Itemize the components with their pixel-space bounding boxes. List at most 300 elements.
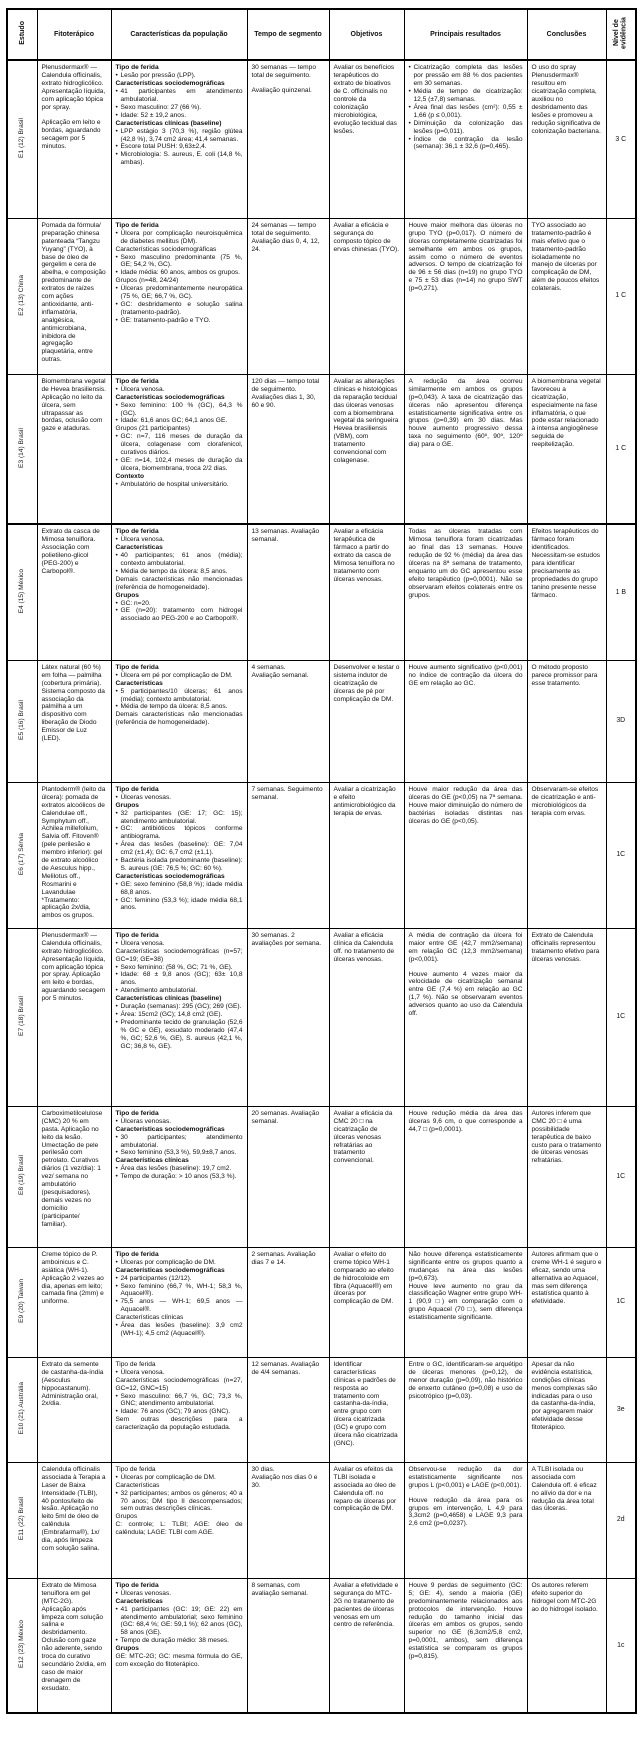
bullet-text: Úlcera venosa. (120, 536, 165, 544)
cell-nivel (606, 524, 636, 660)
paragraph: Características clínicas (115, 1314, 184, 1322)
paragraph: Aplicação 2 vezes ao dia, apenas em leito; camada fina (2mm) e uniforme. (41, 1274, 104, 1306)
cell-conclusoes (527, 218, 606, 374)
bullet-text: GE: sexo feminino (58,8 %); idade média 68,8 anos. (120, 880, 243, 896)
subheading: Grupos (115, 801, 139, 809)
cell-caracteristicas (111, 660, 247, 782)
bullet-text: GC: n=7, 116 meses de duração da úlcera, colagenase com clorafenicol, curativos diários. (120, 433, 243, 457)
header-tempo-segmento: Tempo de segmento (247, 9, 329, 60)
bullet-text: Úlceras venosas. (120, 1117, 172, 1125)
bullet-marker: • (115, 1322, 118, 1330)
cell-caracteristicas (111, 782, 247, 928)
evidence-level: 1 C (615, 445, 627, 452)
paragraph: Todas as úlceras tratadas com Mimosa tenuiflora foram cicatrizadas ao final das 13 semanas. Houve redução de 92 % (média) da área das úlceras na 8ª semana de tratamento, enquanto um do GC apresentou esse efeito terapêutico (p=0,0001). Não se observaram efeitos colaterais entre os grupos. (408, 528, 523, 599)
subheading: Grupos (115, 591, 139, 599)
evidence-level: 1 B (615, 588, 626, 596)
bullet-marker: • (115, 401, 118, 409)
bullet-item (116, 1259, 243, 1267)
study-id: E1 (12) Brasil (18, 118, 26, 159)
paragraph: Avaliar a cicatrização e efeito antimicrobiológico da terapia de ervas. (333, 785, 396, 817)
paragraph: 2 semanas. Avaliação dias 7 e 14. (251, 1250, 316, 1266)
bullet-marker: • (115, 793, 118, 801)
subheading: Características sociodemográficas (115, 80, 225, 88)
study-id: E4 (15) México (18, 569, 26, 614)
cell-fitoterapico (37, 1106, 111, 1247)
cell-caracteristicas (111, 928, 247, 1106)
paragraph: Características sociodemográficas (115, 245, 217, 253)
paragraph: Demais características não mencionadas (referência de homogeneidade). (115, 711, 243, 727)
bullet-marker: • (115, 1489, 118, 1497)
table-row (7, 1106, 636, 1247)
paragraph: 30 dias. (251, 1465, 275, 1473)
cell-estudo (7, 524, 37, 660)
bullet-item (116, 607, 243, 623)
table-row (7, 1357, 636, 1462)
cell-fitoterapico (37, 660, 111, 782)
bullet-text: Índice de contração da lesão (semana): 36,1 ± 32,6 (p=0,465). (413, 135, 523, 151)
paragraph: O método proposto parece promissor para esse tratamento. (531, 663, 598, 687)
bullet-item (116, 1149, 243, 1157)
bullet-text: Sexo feminino (66,7 %, WH-1; 58,3 %, Aquacel®). (120, 1282, 243, 1298)
subheading: Tipo de ferida (115, 663, 159, 671)
bullet-marker: • (115, 1298, 118, 1306)
bullet-marker: • (115, 963, 118, 971)
bullet-marker: • (115, 127, 118, 135)
subheading: Características sociodemográficas (115, 1125, 225, 1133)
bullet-marker: • (115, 269, 118, 277)
bullet-marker: • (115, 285, 118, 293)
cell-objetivos (329, 60, 404, 218)
bullet-marker: • (115, 1274, 118, 1282)
bullet-marker: • (115, 939, 118, 947)
evidence-level: 1 C (615, 292, 627, 300)
bullet-item (116, 1118, 243, 1126)
cell-estudo (7, 660, 37, 782)
header-resultados: Principais resultados (404, 9, 527, 60)
bullet-item (116, 881, 243, 897)
bullet-text: Predominante tecido de granulação (52,6 % GC e GE), exsudato moderado (47,4 %, GC; 52,6 %, GE), S. aureus (42,1 %, GC; 36,8 %, GE). (120, 1018, 243, 1050)
bullet-marker: • (115, 433, 118, 441)
bullet-item (116, 301, 243, 317)
bullet-text: Média de tempo de cicatrização: 12,5 (±7,8) semanas. (413, 88, 523, 104)
cell-caracteristicas (111, 60, 247, 218)
paragraph: Tipo de ferida (115, 1360, 156, 1368)
bullet-marker: • (115, 143, 118, 151)
cell-caracteristicas (111, 524, 247, 660)
bullet-marker: • (408, 119, 411, 127)
study-id: E8 (19) Brasil (18, 1155, 26, 1196)
paragraph: Biomembrana vegetal de Hevea brasiliensis. Aplicação no leito da úlcera, sem ultrapassar as bordas, oclusão com gaze e ataduras. (41, 377, 107, 433)
table-body (7, 60, 636, 1713)
cell-objetivos (329, 1106, 404, 1247)
cell-caracteristicas (111, 1247, 247, 1357)
cell-conclusoes (527, 1462, 606, 1578)
cell-resultados (404, 374, 527, 524)
cell-objetivos (329, 660, 404, 782)
paragraph: Autores inferem que CMC 20 □ é uma possibilidade terapêutica de baixo custo para o tratamento de úlceras venosas refratárias. (531, 1109, 602, 1165)
study-id: E12 (23) México (18, 1620, 26, 1669)
bullet-item (116, 964, 243, 972)
cell-conclusoes (527, 60, 606, 218)
bullet-marker: • (115, 1010, 118, 1018)
cell-nivel (606, 1106, 636, 1247)
paragraph: Autores afirmam que o creme WH-1 é seguro e eficaz, sendo uma alternativa ao Aquacel, mas sem diferença estatística quanto à efetividade. (531, 1250, 602, 1306)
paragraph: C: controle; L: TLBI; AGE: óleo de calêndula; LAGE: TLBI com AGE. (115, 1521, 243, 1537)
bullet-item (116, 810, 243, 826)
evidence-level: 1C (616, 851, 626, 859)
cell-conclusoes (527, 782, 606, 928)
paragraph: Avaliar o efeito do creme tópico WH-1 comparado ao efeito de hidrocoloide em fibra (Aquacel®) em úlceras por complicação de DM. (333, 1250, 394, 1306)
cell-tempo-segmento (247, 1357, 329, 1462)
paragraph: Avaliar a eficácia e segurança do composto tópico de ervas chinesas (TYO). (333, 221, 400, 253)
bullet-text: GC: desbridamento e solução salina (tratamento-padrão). (120, 300, 243, 316)
paragraph: Houve leve aumento no grau da classificação Wagner entre grupo WH-1 (90,9 □) em comparação com o grupo Aquacel (70 □), sem diferença estatisticamente significante. (408, 1282, 523, 1322)
bullet-item (116, 128, 243, 144)
bullet-text: Atendimento ambulatorial. (120, 987, 198, 995)
subheading: Tipo de ferida (115, 931, 159, 939)
paragraph: Características (115, 1481, 160, 1489)
paragraph: Aplicação em leito e bordas, aguardando secagem por 5 minutos. (41, 118, 101, 150)
paragraph: Não houve diferença estatisticamente significante entre os grupos quanto a mudanças na área das lesões (p=0,673). (408, 1250, 523, 1282)
header-caracteristicas: Características da população (111, 9, 247, 60)
bullet-marker: • (115, 671, 118, 679)
cell-nivel (606, 1247, 636, 1357)
bullet-item (409, 104, 523, 120)
cell-estudo (7, 1247, 37, 1357)
paragraph: Características sociodemográficas (n=57; GC=19; GE=38) (115, 947, 243, 963)
paragraph: Extrato da casca de Mimosa tenuiflora. Associação com polietileno-glicol (PEG-200) e Carbopol®. (41, 528, 100, 575)
subheading: Características sociodemográficas (115, 1266, 225, 1274)
bullet-item (116, 536, 243, 544)
bullet-item (116, 552, 243, 568)
bullet-item (116, 1590, 243, 1598)
paragraph: 13 semanas. Avaliação semanal. (251, 528, 320, 544)
study-id: E10 (21) Austrália (18, 1382, 26, 1435)
paragraph: Avaliar os benefícios terapêuticos do extrato de bioativos de C. officinalis no controle da colonização microbiológica, evolução tecidual das lesões. (333, 64, 397, 135)
subheading: Características clínicas (115, 1157, 189, 1165)
subheading: Características (115, 679, 163, 687)
bullet-marker: • (115, 1368, 118, 1376)
paragraph: Grupos (n=48, 24/24) (115, 277, 179, 285)
cell-estudo (7, 1106, 37, 1247)
subheading: Tipo de ferida (115, 377, 159, 385)
bullet-text: GE: n=14, 102,4 meses de duração da úlcera, biomembrana, troca 2/2 dias. (120, 456, 243, 472)
bullet-item (116, 386, 243, 394)
bullet-text: GE: tratamento-padrão e TYO. (120, 316, 211, 324)
bullet-item (409, 64, 523, 88)
cell-estudo (7, 1578, 37, 1713)
paragraph: O uso do spray Plenusdermax® resultou em cicatrização completa, auxiliou no desbridamento das lesões e promoveu a redução significativa de colonização bacteriana. (531, 64, 601, 135)
cell-nivel (606, 782, 636, 928)
bullet-marker: • (115, 896, 118, 904)
subheading: Características sociodemográficas (115, 872, 225, 880)
table-row (7, 218, 636, 374)
bullet-marker: • (115, 480, 118, 488)
paragraph: Identificar características clínicas e padrões de resposta ao tratamento com castanha-da-índia, entre grupo com úlcera cicatrizada (GC) e grupo com úlcera não cicatrizada (GNC). (333, 1360, 398, 1447)
paragraph: 30 semanas. 2 avaliações por semana. (251, 931, 322, 947)
bullet-marker: • (115, 72, 118, 80)
paragraph: Avaliar a eficácia da CMC 20 □ na cicatrização de úlceras venosas refratárias ao tratamento convencional. (333, 1109, 393, 1165)
bullet-item (116, 688, 243, 704)
bullet-text: GC: antibióticos tópicos conforme antibiograma. (120, 825, 243, 841)
bullet-text: Idade média: 60 anos, ambos os grupos. (120, 269, 240, 277)
cell-conclusoes (527, 1357, 606, 1462)
cell-objetivos (329, 1578, 404, 1713)
cell-objetivos (329, 1357, 404, 1462)
paragraph: Houve 9 perdas de seguimento (GC: 5; GE: 4), sendo a maioria (GE) predominantemente relacionados aos protocolos de intervenção. Houve redução do tamanho inicial das úlceras em ambos os grupos, sendo superior no GE (6,3cm2/5,8 cm2, p=0,0001, ambos), sem diferença estatística se comparam os grupos (p=0,815). (408, 1581, 523, 1661)
cell-conclusoes (527, 524, 606, 660)
paragraph: Avaliar os efeitos da TLBI isolada e associada ao óleo de Calendula off. no reparo de úlceras por complicação de DM. (333, 1465, 397, 1513)
bullet-marker: • (115, 1173, 118, 1181)
bullet-text: 75,5 anos — WH-1; 69,5 anos — Aquacel®. (120, 1298, 243, 1314)
bullet-text: GE (n=20): tratamento com hidrogel associado ao PEG-200 e ao Carbopol®. (120, 607, 243, 623)
cell-estudo (7, 218, 37, 374)
bullet-marker: • (115, 253, 118, 261)
header-estudo: Estudo (7, 9, 37, 60)
bullet-item (116, 987, 243, 995)
cell-objetivos (329, 524, 404, 660)
table-row (7, 782, 636, 928)
cell-resultados (404, 1462, 527, 1578)
bullet-marker: • (115, 417, 118, 425)
cell-tempo-segmento (247, 928, 329, 1106)
cell-fitoterapico (37, 782, 111, 928)
bullet-text: Microbiologia: S. aureus, E. coli (14,8 %, ambas). (120, 151, 243, 167)
paragraph: Creme tópico de P. amboinicus e C. asiática (WH-1). (41, 1250, 98, 1274)
table-row (7, 60, 636, 218)
bullet-text: Diminuição da colonização das lesões (p=0,011). (413, 119, 523, 135)
bullet-item (116, 971, 243, 987)
cell-estudo (7, 782, 37, 928)
bullet-marker: • (115, 1149, 118, 1157)
bullet-marker: • (115, 607, 118, 615)
cell-tempo-segmento (247, 218, 329, 374)
paragraph: A TLBI isolada ou associada com Calendula off. é eficaz no alívio da dor e na redução da área total das úlceras. (531, 1465, 597, 1513)
subheading: Tipo de ferida (115, 1250, 159, 1258)
header-objetivos: Objetivos (329, 9, 404, 60)
bullet-marker: • (115, 88, 118, 96)
bullet-item (116, 457, 243, 473)
bullet-marker: • (115, 987, 118, 995)
bullet-item (116, 88, 243, 104)
paragraph: Carboximetilcelulose (CMC) 20 % em pasta. Aplicação no leito da lesão. Umectação de pele perilesão com petrolato. Curativos diários (1 vez/dia): 1 vez/ semana no ambulatório (pesquisadores), demais vezes no domicílio (participante/ familiar). (41, 1109, 103, 1228)
bullet-text: Área das lesões (baseline): 3,9 cm2 (WH-1); 4,5 cm2 (Aquacel®). (120, 1322, 243, 1337)
bullet-item (116, 317, 243, 325)
cell-conclusoes (527, 374, 606, 524)
paragraph: A média de contração da úlcera foi maior entre GE (42,7 mm2/semana) em relação GC (12,3 mm2/semana) (p<0,001). (408, 931, 523, 963)
paragraph: 7 semanas. Seguimento semanal. (251, 785, 323, 801)
bullet-text: Ambulatório de hospital universitário. (120, 480, 229, 488)
bullet-text: Sexo feminino: (58 %, GC; 71 %, GE). (120, 963, 233, 971)
header-row (7, 9, 636, 60)
cell-resultados (404, 928, 527, 1106)
bullet-marker: • (115, 229, 118, 237)
paragraph: GE: MTC-2G; GC: mesma fórmula do GE, com exceção do fitoterápico. (115, 1653, 243, 1668)
cell-tempo-segmento (247, 524, 329, 660)
bullet-marker: • (115, 1408, 118, 1416)
cell-resultados (404, 524, 527, 660)
cell-nivel (606, 1578, 636, 1713)
cell-objetivos (329, 1462, 404, 1578)
spacer (252, 80, 325, 87)
bullet-text: Úlcera por complicação neuroisquêmica de diabetes mellitus (DM). (120, 229, 243, 245)
bullet-item (116, 794, 243, 802)
bullet-item (116, 1606, 243, 1638)
cell-caracteristicas (111, 1462, 247, 1578)
subheading: Tipo de ferida (115, 528, 159, 536)
cell-fitoterapico (37, 218, 111, 374)
bullet-item (116, 230, 243, 246)
bullet-text: Área final das lesões (cm²): 0,55 ± 1,66 (p ≤ 0,001). (413, 103, 523, 119)
paragraph: Características sociodemográficas (n=27, GC=12, GNC=15) (115, 1376, 243, 1392)
bullet-text: 30 participantes; atendimento ambulatorial. (120, 1133, 243, 1149)
bullet-item (116, 1134, 243, 1150)
bullet-marker: • (115, 300, 118, 308)
bullet-marker: • (115, 1165, 118, 1173)
bullet-text: LPP estágio 3 (70,3 %), região glútea (42,8 %), 3,74 cm2 área; 41,4 semanas. (120, 127, 243, 143)
cell-tempo-segmento (247, 1578, 329, 1713)
bullet-text: Úlcera em pé por complicação de DM. (120, 671, 233, 679)
bullet-marker: • (115, 567, 118, 575)
bullet-marker: • (408, 88, 411, 96)
bullet-text: Cicatrização completa das lesões por pressão em 88 % dos pacientes em 30 semanas. (413, 64, 523, 88)
bullet-item (116, 433, 243, 457)
cell-tempo-segmento (247, 1106, 329, 1247)
bullet-text: Tempo de duração: > 10 anos (53,3 %). (120, 1173, 237, 1181)
bullet-item (116, 1322, 243, 1338)
bullet-item (116, 143, 243, 151)
bullet-marker: • (115, 1003, 118, 1011)
bullet-text: Sexo masculino predominante (75 %, GE; 54,2 %, GC). (120, 253, 243, 269)
bullet-text: 41 participantes (GC: 19; GE: 22) em atendimento ambulatorial; sexo feminino (GC: 68,4 %; GE: 59,1 %); 62 anos (GC), 58 anos (GE). (120, 1605, 243, 1637)
paragraph: Avaliar a eficácia clínica da Calendula off. no tratamento de úlceras venosas. (333, 931, 395, 963)
spacer (42, 112, 107, 119)
subheading: Tipo de ferida (115, 1109, 159, 1117)
evidence-level: 1c (617, 1641, 625, 1649)
bullet-marker: • (115, 316, 118, 324)
paragraph: TYO associado ao tratamento-padrão é mais efetivo que o tratamento-padrão isoladamente no manejo de úlceras por complicação de DM, além de poucos efeitos colaterais. (531, 221, 600, 293)
cell-objetivos (329, 374, 404, 524)
bullet-item (116, 897, 243, 913)
paragraph: Plantoderm® (leito da úlcera): pomada de extratos alcoólicos de Calendulae off., Symphytum off., Achilea millefolium, Salvia off. Fitoven® (pele perilesão e membro inferior): gel de extrato alcoólico de Aesculus hipp., Melilotus off., Rosmarini e Lavandulae *Tratamento: aplicação 2x/dia, ambos os grupos. (41, 785, 106, 920)
cell-nivel (606, 660, 636, 782)
paragraph: Pomada da fórmula/ preparação chinesa patenteada “Tangzu Yuyang” (TYO), à base de óleo de gergelim e cera de abelha, e composição predominante de extratos de raízes com ações antioxidante, anti-inflamatória, analgésica, antimicrobiana, inibidora de agregação plaquetária, entre outras. (41, 221, 106, 364)
cell-fitoterapico (37, 524, 111, 660)
bullet-item (116, 254, 243, 270)
subheading: Contexto (115, 472, 145, 480)
paragraph: Houve aumento 4 vezes maior da velocidade de cicatrização semanal entre GE (7,4 %) em relação ao GC (1,7 %). Não se observaram eventos adversos quanto ao uso da Calendula off. (408, 970, 523, 1018)
bullet-marker: • (115, 880, 118, 888)
bullet-item (116, 940, 243, 948)
bullet-item (116, 1165, 243, 1173)
evidence-level: 2d (616, 1516, 625, 1524)
cell-estudo (7, 374, 37, 524)
bullet-text: 24 participantes (12/12). (120, 1274, 192, 1282)
paragraph: Sem outras descrições para a caracterização da população estudada. (115, 1416, 243, 1432)
cell-fitoterapico (37, 1578, 111, 1713)
bullet-item (409, 136, 523, 152)
cell-resultados (404, 782, 527, 928)
paragraph: Houve maior redução da área das úlceras do GE (p<0,05) na 7ª semana. Houve maior diminuição do número de bactérias isoladas distintas nas úlceras do GE (p<0,05). (408, 785, 523, 825)
bullet-marker: • (115, 687, 118, 695)
paragraph: Plenusdermax® — Calendula officinalis, extrato hidroglicólico. Apresentação líquida, com aplicação tópica por spray. Aplicação em leito e bordas, aguardando secagem por 5 minutos. (41, 931, 106, 1003)
bullet-item (116, 269, 243, 277)
paragraph: Houve aumento significativo (p<0,001) no índice de contração da úlcera do GE em relação ao GC. (408, 663, 523, 687)
bullet-marker: • (115, 841, 118, 849)
bullet-marker: • (115, 1018, 118, 1026)
paragraph: Demais características não mencionadas (referência de homogeneidade). (115, 575, 243, 591)
cell-fitoterapico (37, 928, 111, 1106)
bullet-item (116, 1393, 243, 1409)
bullet-item (116, 285, 243, 301)
bullet-marker: • (408, 135, 411, 143)
bullet-text: Tempo de duração médio: 38 meses. (120, 1637, 229, 1645)
bullet-text: Média de tempo da úlcera: 8,5 anos. (120, 567, 228, 575)
cell-resultados (404, 1106, 527, 1247)
cell-conclusoes (527, 660, 606, 782)
bullet-text: Idade: 76 anos (GC); 79 anos (GNC). (120, 1408, 231, 1416)
cell-nivel (606, 218, 636, 374)
cell-resultados (404, 660, 527, 782)
cell-estudo (7, 1357, 37, 1462)
paragraph: Houve maior melhora das úlceras no grupo TYO (p=0,017). O número de úlceras completamente cicatrizadas foi semelhante em ambos os grupos, assim como o número de eventos adversos. O tempo de cicatrização foi de 96 ± 56 dias (n=19) no grupo TYO e 75 ± 53 dias (n=14) no grupo SWT (p=0,271). (408, 221, 523, 293)
table-row (7, 374, 636, 524)
bullet-marker: • (115, 1392, 118, 1400)
cell-caracteristicas (111, 1357, 247, 1462)
bullet-marker: • (115, 1473, 118, 1481)
bullet-text: Úlceras por complicação de DM. (120, 1258, 216, 1266)
cell-tempo-segmento (247, 660, 329, 782)
bullet-marker: • (115, 103, 118, 111)
paragraph: A redução da área ocorreu similarmente em ambos os grupos (p=0,043). A taxa de cicatrização das úlceras não apresentou diferença estatisticamente significativa entre os grupos (p=0,39) em 30 dias. Mas houve aumento progressivo dessa taxa no seguimento (60º, 90º, 120º dia) para o GE. (408, 377, 523, 449)
paragraph: Apesar da não evidência estatística, condições clínicas menos complexas são indicadas para o uso da castanha-da-índia, por agregarem maior efetividade desse fitoterápico. (531, 1360, 598, 1432)
evidence-level: 3e (616, 1405, 625, 1413)
paragraph: Observou-se redução da dor estatisticamente significante nos grupos L (p<0,001) e LAGE (p<0,001). (408, 1465, 523, 1489)
table-row (7, 1578, 636, 1713)
subheading: Tipo de ferida (115, 64, 159, 72)
paragraph: Houve redução da área para os grupos em intervenção, L 4,9 para 3,3cm2 (p=0,4658) e LAGE 9,3 para 2,6 cm2 (p=0,0237). (408, 1496, 523, 1528)
cell-objetivos (329, 1247, 404, 1357)
spacer (409, 1490, 523, 1497)
cell-nivel (606, 928, 636, 1106)
bullet-marker: • (115, 809, 118, 817)
study-id: E9 (20) Taiwan (18, 1279, 26, 1323)
bullet-text: 41 participantes em atendimento ambulatorial. (120, 88, 243, 104)
cell-resultados (404, 1247, 527, 1357)
cell-caracteristicas (111, 1106, 247, 1247)
bullet-item (116, 857, 243, 873)
evidence-level: 3 C (615, 135, 627, 143)
cell-conclusoes (527, 1247, 606, 1357)
paragraph: Os autores referem efeito superior do hidrogel com MTC-2G ao do hidrogel isolado. (531, 1581, 598, 1613)
bullet-text: Área das lesões (baseline): GE: 7,04 cm2 (±1,4); GC: 6,7 cm2 (±1,1). (120, 841, 243, 857)
study-id: E3 (14) Brasil (18, 427, 26, 468)
cell-fitoterapico (37, 374, 111, 524)
bullet-item (116, 1408, 243, 1416)
cell-conclusoes (527, 928, 606, 1106)
bullet-marker: • (115, 552, 118, 560)
bullet-item (116, 1003, 243, 1011)
bullet-item (116, 1173, 243, 1181)
bullet-text: Úlceras venosas. (120, 793, 172, 801)
paragraph: Aplicação após limpeza com solução salina e desbridamento. Oclusão com gaze não aderente, sendo troca do curativo secundário 2x/dia, em caso de maior drenagem de exsudato. (41, 1605, 107, 1692)
study-id: E7 (18) Brasil (18, 995, 26, 1036)
bullet-text: Idade: 52 ± 19,2 anos. (120, 111, 187, 119)
bullet-text: 5 participantes/10 úlceras; 61 anos (média); contexto ambulatorial. (120, 687, 243, 703)
evidence-level: 1C (616, 1172, 626, 1180)
header-nivel-evidencia: Nível de evidência (606, 9, 636, 60)
bullet-item (116, 417, 243, 425)
